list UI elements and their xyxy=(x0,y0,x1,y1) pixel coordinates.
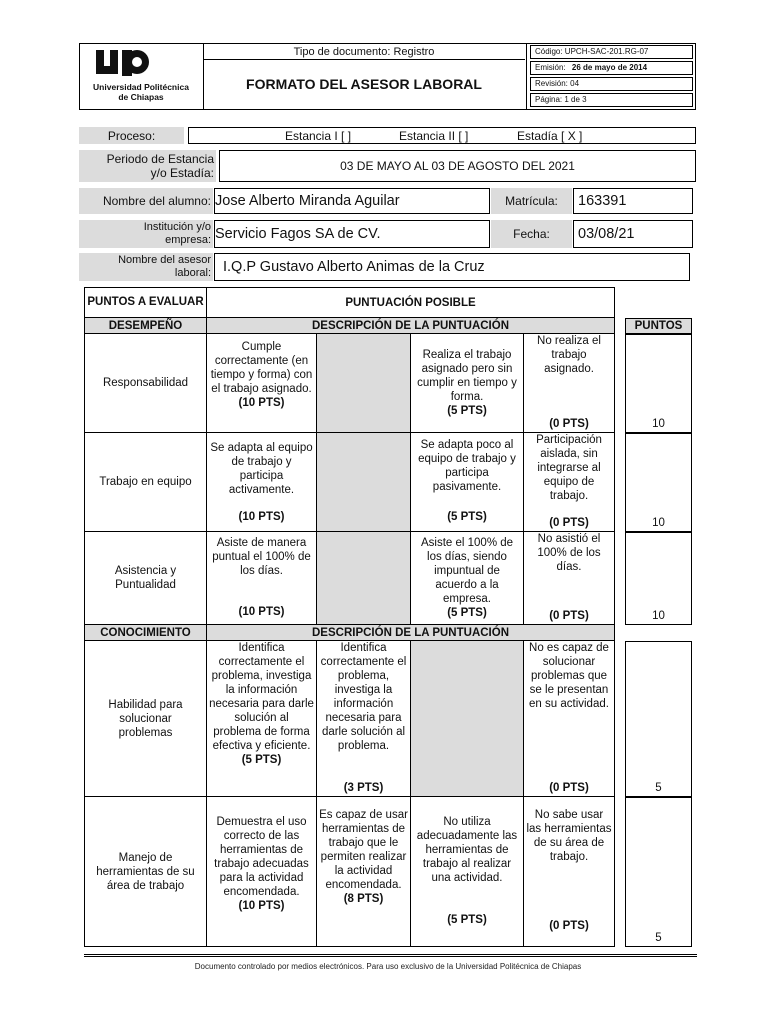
row4-cell2 xyxy=(317,641,411,797)
criterion-herramientas: Manejo de herramientas de su área de trabajo xyxy=(85,797,207,947)
periodo-label xyxy=(79,150,216,182)
row3-c4-text: No asistió el 100% de los días. xyxy=(537,533,601,573)
row2-c4-pts: (0 PTS) xyxy=(549,517,589,529)
doc-page: Página: 1 de 3 xyxy=(530,93,693,107)
row5-cell2 xyxy=(317,797,411,947)
row4-c2-pts: (3 PTS) xyxy=(343,782,384,794)
puntuacion-posible-header: PUNTUACIÓN POSIBLE xyxy=(207,288,615,318)
row5-cell1 xyxy=(207,797,317,947)
criterion-habilidad: Habilidad para solucionar problemas xyxy=(85,641,207,797)
row5-score-value: 5 xyxy=(655,932,662,944)
doc-emission xyxy=(530,61,693,75)
row2-c1-text: Se adapta al equipo de trabajo y participa activamente. xyxy=(210,442,313,496)
row3-cell2-empty xyxy=(317,532,411,625)
matricula-label: Matrícula: xyxy=(491,188,572,214)
emission-value: 26 de mayo de 2014 xyxy=(571,63,648,72)
row3-cell3 xyxy=(411,532,524,625)
criterion-asistencia: Asistencia y Puntualidad xyxy=(85,532,207,625)
institucion-label-line2: empresa: xyxy=(165,234,211,246)
doc-type: Tipo de documento: Registro xyxy=(203,44,525,60)
criterion-trabajo-equipo: Trabajo en equipo xyxy=(85,433,207,532)
row2-cell2-empty xyxy=(317,433,411,532)
footer-divider xyxy=(84,954,697,957)
emission-label: Emisión: xyxy=(535,63,566,72)
logo-line-1: Universidad Politécnica xyxy=(93,82,189,92)
row4-score[interactable] xyxy=(625,641,692,797)
doc-revision: Revisión: 04 xyxy=(530,77,693,91)
institucion-label xyxy=(79,220,213,248)
row4-score-value: 5 xyxy=(655,782,662,794)
row3-c1-text: Asiste de manera puntual el 100% de los días. xyxy=(212,537,311,577)
row3-score-value: 10 xyxy=(652,610,665,622)
estadia-option[interactable]: Estadía [ X ] xyxy=(517,129,583,143)
asesor-field[interactable]: I.Q.P Gustavo Alberto Animas de la Cruz xyxy=(214,253,690,281)
row1-c4-pts: (0 PTS) xyxy=(549,418,589,430)
institucion-label-line1: Institución y/o xyxy=(143,221,211,233)
row3-c1-pts: (10 PTS) xyxy=(238,606,285,618)
row5-c4-pts: (0 PTS) xyxy=(549,920,589,932)
row1-score-value: 10 xyxy=(652,418,665,430)
footer-text: Documento controlado por medios electrónicos. Para uso exclusivo de la Universidad Politécnica de Chiapas xyxy=(194,961,582,971)
row2-c4-text: Participación aislada, sin integrarse al equipo de trabajo. xyxy=(536,434,602,502)
doc-title: FORMATO DEL ASESOR LABORAL xyxy=(246,76,482,92)
row5-c3-pts: (5 PTS) xyxy=(447,914,487,926)
row1-c1-pts: (10 PTS) xyxy=(238,397,285,409)
row4-c2-text: Identifica correctamente el problema, investiga la información necesaria para darle solución al problema. xyxy=(320,642,407,752)
row2-cell4 xyxy=(524,433,615,532)
row4-cell1 xyxy=(207,641,317,797)
row5-c1-pts: (10 PTS) xyxy=(238,900,285,912)
alumno-field[interactable]: Jose Alberto Miranda Aguilar xyxy=(214,188,490,214)
row3-cell1 xyxy=(207,532,317,625)
proceso-label: Proceso: xyxy=(79,127,184,144)
puntos-evaluar-header: PUNTOS A EVALUAR xyxy=(85,288,207,318)
row1-cell1 xyxy=(207,334,317,433)
asesor-label-line2: laboral: xyxy=(174,267,211,279)
row5-c2-text: Es capaz de usar herramientas de trabajo que le permiten realizar la actividad encomendada. xyxy=(319,809,408,891)
row1-c3-text: Realiza el trabajo asignado pero sin cumplir en tiempo y forma. xyxy=(417,349,517,403)
logo xyxy=(82,46,200,107)
periodo-field[interactable]: 03 DE MAYO AL 03 DE AGOSTO DEL 2021 xyxy=(219,150,696,182)
row3-c4-pts: (0 PTS) xyxy=(549,610,589,622)
row4-c4-pts: (0 PTS) xyxy=(549,782,589,794)
row2-score-value: 10 xyxy=(652,517,665,529)
row1-c1-text: Cumple correctamente (en tiempo y forma) con el trabajo asignado. xyxy=(210,341,313,395)
row4-cell4 xyxy=(524,641,615,797)
row5-cell4 xyxy=(524,797,615,947)
row1-cell4 xyxy=(524,334,615,433)
row1-c4-text: No realiza el trabajo asignado. xyxy=(537,335,601,375)
row5-cell3 xyxy=(411,797,524,947)
criterion-responsabilidad: Responsabilidad xyxy=(85,334,207,433)
row3-c3-text: Asiste el 100% de los días, siendo impuntual de acuerdo a la empresa. xyxy=(420,537,514,605)
row3-c3-pts: (5 PTS) xyxy=(447,607,487,619)
row3-score[interactable] xyxy=(625,532,692,625)
row2-cell3 xyxy=(411,433,524,532)
row2-cell1 xyxy=(207,433,317,532)
periodo-label-line1: Periodo de Estancia xyxy=(106,152,214,166)
estancia-1-option[interactable]: Estancia I [ ] xyxy=(285,129,352,143)
row5-c1-text: Demuestra el uso correcto de las herramientas de trabajo adecuadas para la actividad encomendada. xyxy=(214,816,309,898)
row4-c1-pts: (5 PTS) xyxy=(241,754,282,766)
row1-cell3 xyxy=(411,334,524,433)
periodo-label-line2: y/o Estadía: xyxy=(150,166,214,180)
estancia-2-option[interactable]: Estancia II [ ] xyxy=(399,129,469,143)
row3-cell4 xyxy=(524,532,615,625)
row4-c1-text: Identifica correctamente el problema, investiga la información necesaria para darle solución al problema de forma efectiva y eficiente. xyxy=(209,642,314,752)
row2-c3-text: Se adapta poco al equipo de trabajo y participa pasivamente. xyxy=(418,439,516,493)
descripcion-header-2: DESCRIPCIÓN DE LA PUNTUACIÓN xyxy=(207,625,615,641)
row4-cell3-empty xyxy=(411,641,524,797)
row5-score[interactable] xyxy=(625,797,692,947)
row2-c3-pts: (5 PTS) xyxy=(447,511,487,523)
fecha-field[interactable]: 03/08/21 xyxy=(573,220,693,248)
row1-c3-pts: (5 PTS) xyxy=(447,405,487,417)
doc-code: Código: UPCH-SAC-201.RG-07 xyxy=(530,45,693,59)
row5-c4-text: No sabe usar las herramientas de su área de trabajo. xyxy=(526,809,612,863)
asesor-label xyxy=(79,253,213,281)
puntos-header: PUNTOS xyxy=(625,318,692,334)
institucion-field[interactable]: Servicio Fagos SA de CV. xyxy=(214,220,490,248)
row5-c3-text: No utiliza adecuadamente las herramientas de trabajo al realizar una actividad. xyxy=(416,816,518,884)
asesor-label-line1: Nombre del asesor xyxy=(118,254,211,266)
row1-cell2-empty xyxy=(317,334,411,433)
conocimiento-header: CONOCIMIENTO xyxy=(85,625,207,641)
fecha-label: Fecha: xyxy=(491,220,572,248)
row5-c2-pts: (8 PTS) xyxy=(343,893,384,905)
row1-score[interactable] xyxy=(625,334,692,433)
row2-score[interactable] xyxy=(625,433,692,532)
logo-line-2: de Chiapas xyxy=(118,92,164,102)
row4-c4-text: No es capaz de solucionar problemas que se le presentan en su actividad. xyxy=(529,642,609,710)
row2-c1-pts: (10 PTS) xyxy=(238,511,285,523)
descripcion-header: DESCRIPCIÓN DE LA PUNTUACIÓN xyxy=(207,318,615,334)
alumno-label: Nombre del alumno: xyxy=(79,188,213,214)
proceso-options xyxy=(188,127,696,144)
matricula-field[interactable]: 163391 xyxy=(573,188,693,214)
desempeno-header: DESEMPEÑO xyxy=(85,318,207,334)
